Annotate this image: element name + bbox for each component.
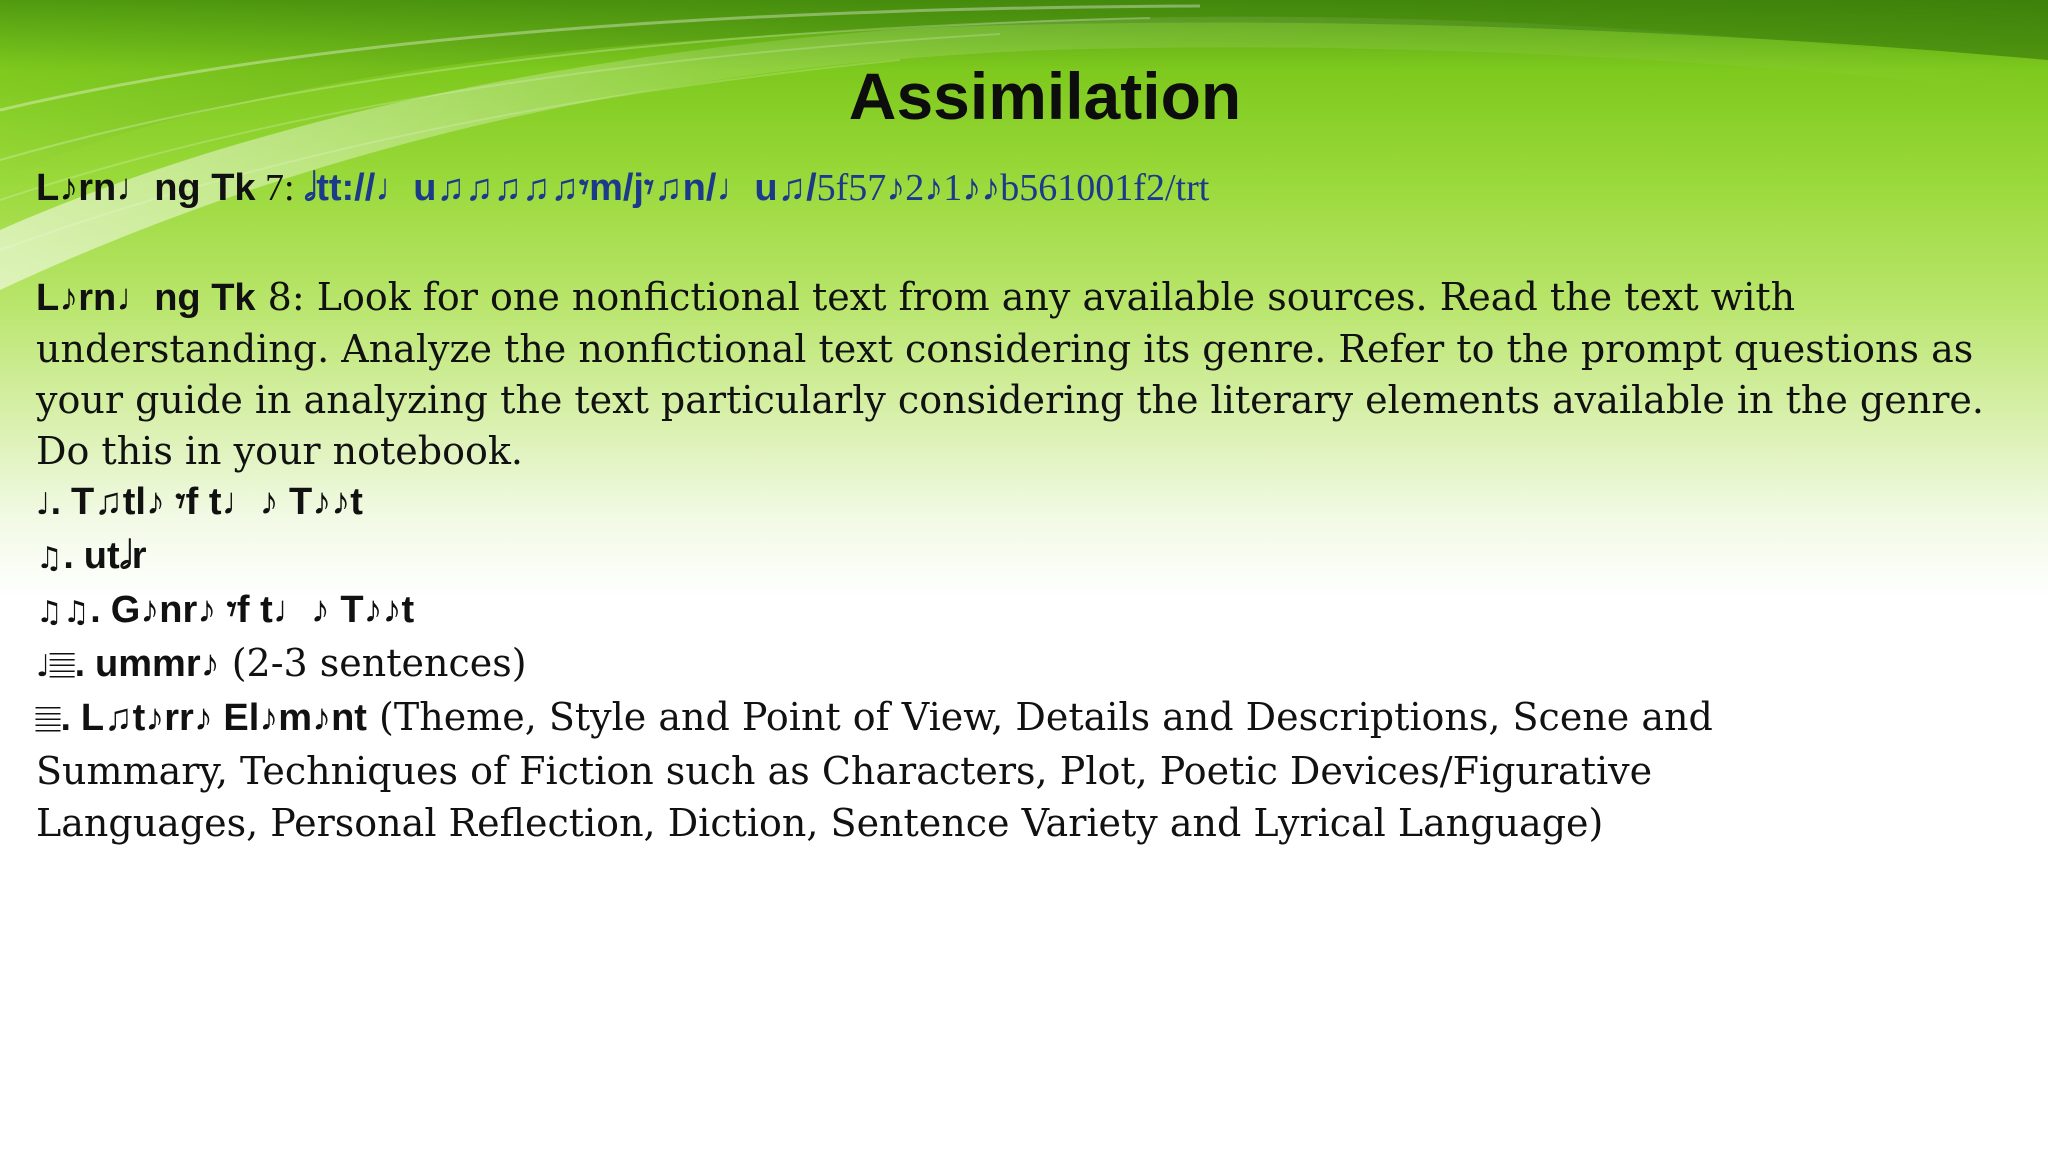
- task8-number: 8: [255, 275, 292, 319]
- list-item-head: ummr♪: [95, 643, 220, 685]
- list-item-head: G♪nr♪ 𝄾f t♩♪ T♪♪t: [110, 589, 415, 631]
- prompt-list: [36, 476, 1796, 850]
- task7-colon: :: [284, 167, 305, 209]
- list-bullet: ♩𝄚.: [36, 649, 86, 684]
- learning-task-7: [36, 166, 1209, 210]
- task7-number: 7: [255, 167, 285, 209]
- task8-label: L♪rn♩ng Tk: [36, 277, 256, 319]
- list-item: [36, 638, 1796, 692]
- list-bullet: ♩.: [36, 487, 62, 522]
- list-item: [36, 584, 1796, 638]
- task7-link-part-b: 5f57♪2♪1♪♪b561001f2/trt: [816, 167, 1210, 209]
- list-item: [36, 692, 1796, 850]
- slide-title: Assimilation: [848, 59, 1242, 133]
- list-bullet: ♫♫.: [36, 595, 102, 630]
- task7-link-part-a: 𝅗𝅥tt://♩u♫♫♫♫♫𝄾m/j𝄾♫n/♩u♫/: [304, 167, 817, 209]
- list-bullet: 𝄚.: [36, 703, 72, 738]
- list-item: [36, 476, 1796, 530]
- list-item: [36, 530, 1796, 584]
- list-item-head: T♫tl♪ 𝄾f t♩♪ T♪♪t: [71, 481, 363, 523]
- list-item-desc: (2-3 sentences): [219, 641, 527, 685]
- list-bullet: ♫.: [36, 541, 75, 576]
- task7-link[interactable]: [304, 167, 1209, 209]
- task8-instructions: Look for one nonfictional text from any available sources. Read the text with understanding. Analyze the nonfictional text considering its genre. Refer to the prompt questions as your guide in analyzing the text particularly considering the literary elements available in the genre. Do this in your notebook.: [36, 275, 1984, 473]
- task7-label: L♪rn♩ng Tk: [36, 167, 256, 209]
- list-item-desc: (Theme, Style and Point of View, Details and Descriptions, Scene and Summary, Techniques of Fiction such as Characters, Plot, Poetic Devices/Figurative Languages, Personal Reflection, Diction, Sentence Variety and Lyrical Language): [36, 695, 1713, 845]
- learning-task-8: [36, 272, 1996, 477]
- list-item-head: L♫t♪rr♪ El♪m♪nt: [80, 697, 367, 739]
- list-item-head: ut𝅗𝅥r: [83, 535, 147, 577]
- task8-colon: :: [291, 275, 317, 319]
